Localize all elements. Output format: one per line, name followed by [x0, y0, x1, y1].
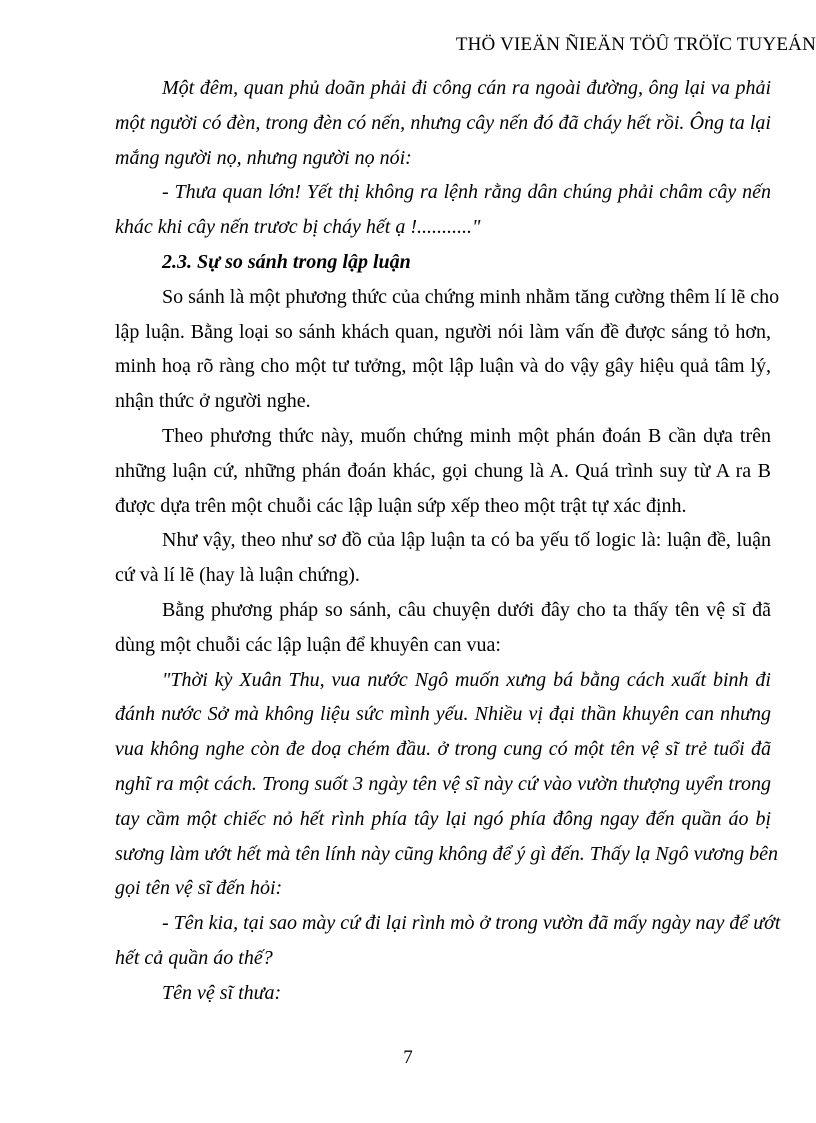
text-line: dùng một chuỗi các lập luận để khuyên can vua:: [115, 633, 501, 656]
text-line: - Tên kia, tại sao mày cứ đi lại rình mò ở trong vườn đã mấy ngày nay để ướt: [162, 912, 781, 935]
text-line: Theo phương thức này, muốn chứng minh một phán đoán B cần dựa trên: [162, 424, 771, 447]
page-header: THÖ VIEÄN ÑIEÄN TÖÛ TRÖÏC TUYEÁN: [455, 34, 816, 55]
text-line: một người có đèn, trong đèn có nến, nhưng cây nến đó đã cháy hết rồi. Ông ta lại: [115, 111, 771, 134]
text-line: đánh nước Sở mà không liệu sức mình yếu. Nhiều vị đại thần khuyên can nhưng: [115, 703, 771, 726]
text-line: gọi tên vệ sĩ đến hỏi:: [115, 877, 283, 900]
text-line: Như vậy, theo như sơ đồ của lập luận ta có ba yếu tố logic là: luận đề, luận: [162, 529, 771, 552]
text-line: nghĩ ra một cách. Trong suốt 3 ngày tên vệ sĩ này cứ vào vườn thượng uyển trong: [115, 772, 771, 795]
text-line: nhận thức ở người nghe.: [115, 390, 311, 413]
text-line: lập luận. Bằng loại so sánh khách quan, người nói làm vấn đề được sáng tỏ hơn,: [115, 320, 771, 343]
page-number: 7: [403, 1047, 413, 1068]
text-line: hết cả quần áo thế?: [115, 946, 273, 969]
text-line: được dựa trên một chuỗi các lập luận sứp xếp theo một trật tự xác định.: [115, 494, 687, 517]
section-heading: 2.3. Sự so sánh trong lập luận: [162, 250, 411, 273]
text-line: tay cầm một chiếc nỏ hết rình phía tây lại ngó phía đông ngay đến quần áo bị: [115, 807, 771, 830]
text-line: "Thời kỳ Xuân Thu, vua nước Ngô muốn xưng bá bằng cách xuất binh đi: [162, 668, 771, 691]
text-line: những luận cứ, những phán đoán khác, gọi chung là A. Quá trình suy từ A ra B: [115, 459, 771, 482]
text-line: Tên vệ sĩ thưa:: [162, 981, 282, 1004]
text-line: khác khi cây nến trươc bị cháy hết ạ !...........": [115, 216, 481, 239]
text-line: Một đêm, quan phủ doãn phải đi công cán ra ngoài đường, ông lại va phải: [162, 77, 771, 99]
text-line: So sánh là một phương thức của chứng minh nhằm tăng cường thêm lí lẽ cho: [162, 285, 780, 308]
text-line: minh hoạ rõ ràng cho một tư tưởng, một lập luận và do vậy gây hiệu quả tâm lý,: [115, 355, 771, 378]
text-line: cứ và lí lẽ (hay là luận chứng).: [115, 564, 360, 587]
text-line: Bằng phương pháp so sánh, câu chuyện dưới đây cho ta thấy tên vệ sĩ đã: [162, 598, 771, 621]
text-line: sương làm ướt hết mà tên lính này cũng không để ý gì đến. Thấy lạ Ngô vương bên: [115, 842, 778, 865]
body-text: [115, 71, 781, 1011]
text-line: - Thưa quan lớn! Yết thị không ra lệnh rằng dân chúng phải châm cây nến: [162, 181, 771, 204]
text-line: mắng người nọ, nhưng người nọ nói:: [115, 146, 412, 169]
text-line: vua không nghe còn đe doạ chém đầu. ở trong cung có một tên vệ sĩ trẻ tuổi đã: [115, 738, 771, 761]
